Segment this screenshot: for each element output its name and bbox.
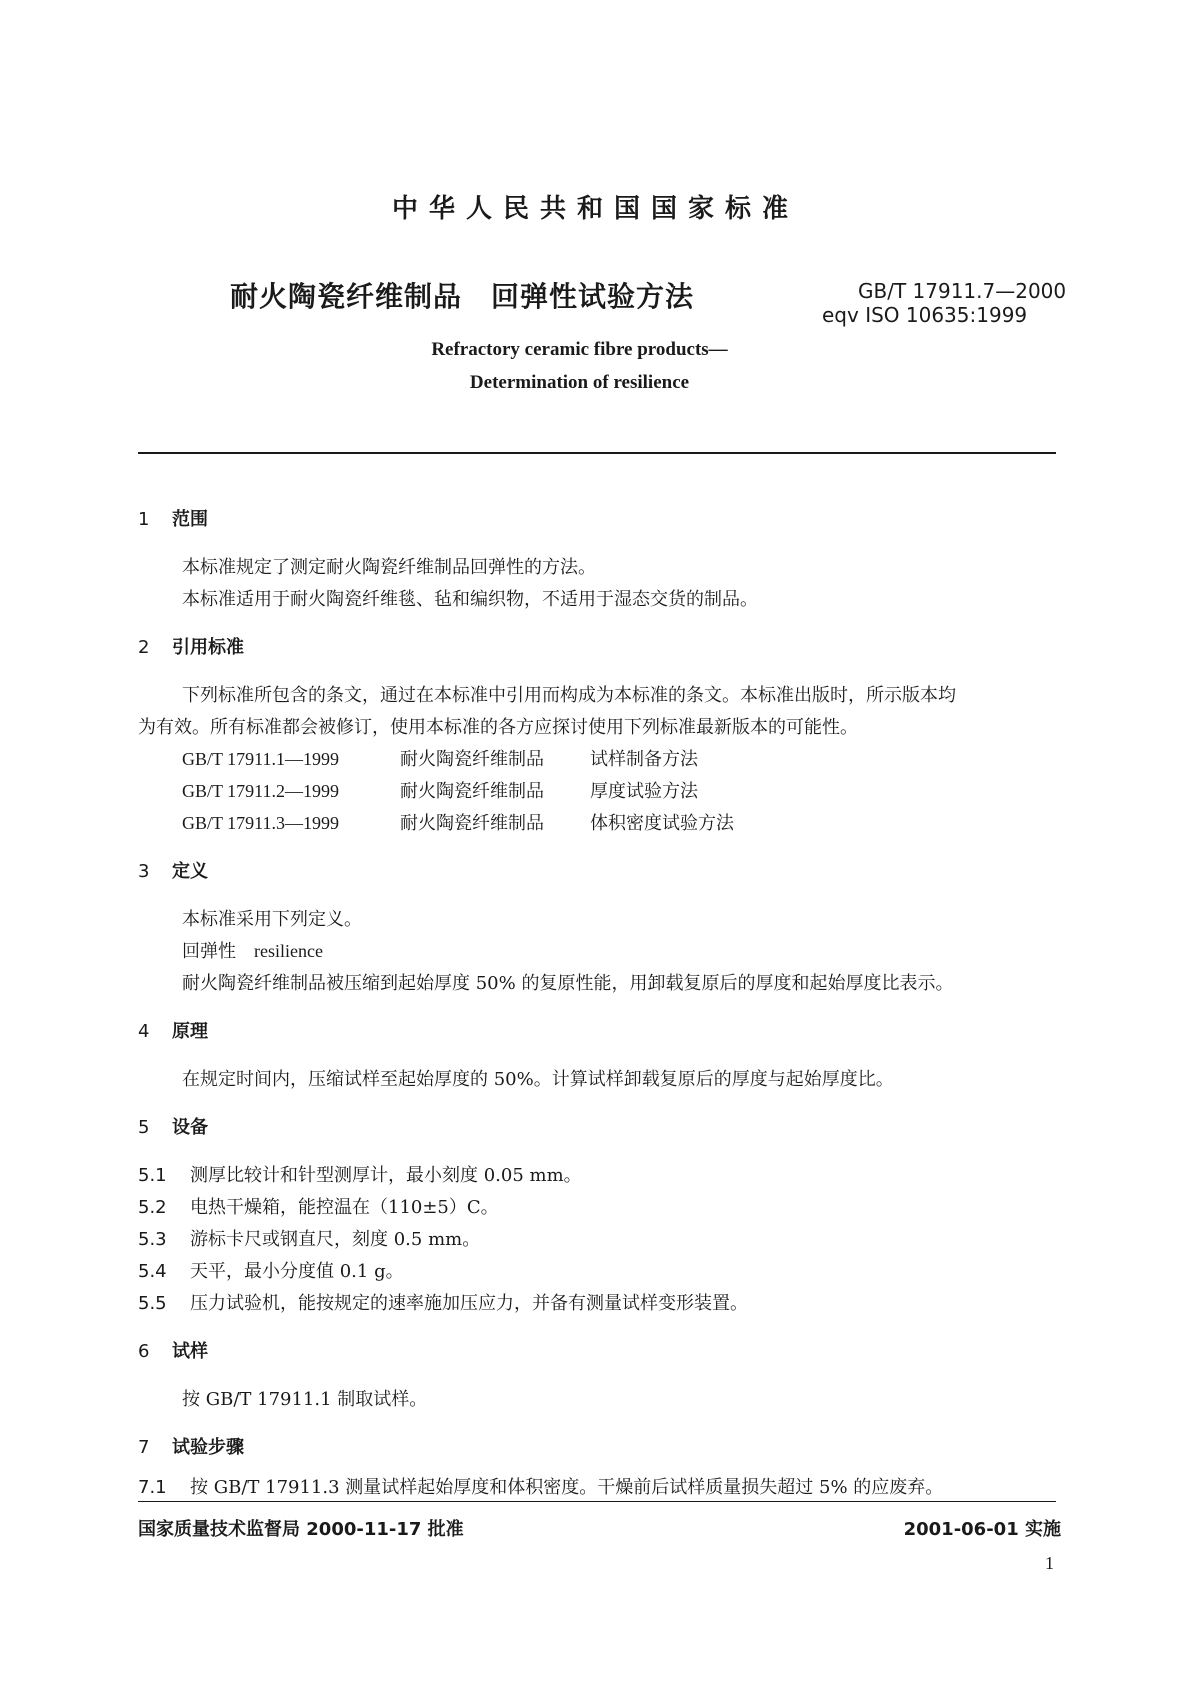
section-number: 4: [138, 1021, 150, 1042]
item-text: 压力试验机，能按规定的速率施加压应力，并备有测量试样变形装置。: [190, 1293, 748, 1314]
section-title: 设备: [172, 1117, 208, 1138]
reference-product: 耐火陶瓷纤维制品: [400, 781, 544, 802]
section-4-para-1: 在规定时间内，压缩试样至起始厚度的 50%。计算试样卸载复原后的厚度与起始厚度比。: [182, 1069, 894, 1090]
reference-row: [182, 777, 698, 803]
document-title-zh: 耐火陶瓷纤维制品 回弹性试验方法: [230, 280, 695, 313]
implementation-date: 2001-06-01 实施: [903, 1519, 1061, 1540]
definition-term: [182, 937, 323, 963]
reference-method: 体积密度试验方法: [590, 813, 734, 834]
equipment-item: [138, 1257, 404, 1283]
iso-equivalence: eqv ISO 10635:1999: [822, 303, 1028, 327]
section-1-heading: [138, 505, 208, 531]
item-number: 5.5: [138, 1293, 167, 1314]
section-4-heading: [138, 1017, 208, 1043]
item-text: 电热干燥箱，能控温在（110±5）C。: [190, 1197, 499, 1218]
item-number: 5.4: [138, 1261, 167, 1282]
reference-product: 耐火陶瓷纤维制品: [400, 813, 544, 834]
item-number: 5.1: [138, 1165, 167, 1186]
section-number: 7: [138, 1437, 150, 1458]
item-text: 按 GB/T 17911.3 测量试样起始厚度和体积密度。干燥前后试样质量损失超过 5% 的应废弃。: [190, 1477, 944, 1498]
standard-code: GB/T 17911.7—2000: [858, 279, 1067, 303]
section-title: 试样: [172, 1341, 208, 1362]
item-text: 游标卡尺或钢直尺，刻度 0.5 mm。: [190, 1229, 481, 1250]
section-number: 1: [138, 509, 150, 530]
footer-divider: [138, 1501, 1056, 1502]
approval-info: 国家质量技术监督局 2000-11-17 批准: [138, 1519, 464, 1540]
section-2-para-line-1: 下列标准所包含的条文，通过在本标准中引用而构成为本标准的条文。本标准出版时，所示版本均: [182, 685, 956, 706]
section-3-para-1: 本标准采用下列定义。: [182, 909, 362, 930]
section-title: 范围: [172, 509, 208, 530]
section-6-heading: [138, 1337, 208, 1363]
page-number: 1: [1045, 1553, 1054, 1573]
section-5-heading: [138, 1113, 208, 1139]
reference-product: 耐火陶瓷纤维制品: [400, 749, 544, 770]
header-divider: [138, 452, 1056, 454]
reference-standard: GB/T 17911.2—1999: [182, 781, 340, 801]
section-7-heading: [138, 1433, 244, 1459]
term-zh: 回弹性: [182, 941, 236, 962]
section-title: 试验步骤: [172, 1437, 244, 1458]
reference-standard: GB/T 17911.1—1999: [182, 749, 340, 769]
section-1-para-1: 本标准规定了测定耐火陶瓷纤维制品回弹性的方法。: [182, 557, 596, 578]
national-standard-heading: 中华人民共和国国家标准: [391, 194, 799, 224]
section-title: 原理: [172, 1021, 208, 1042]
reference-row: [182, 745, 698, 771]
document-title-en-line1: Refractory ceramic fibre products—: [431, 339, 728, 360]
document-title-en-line2: Determination of resilience: [469, 372, 690, 393]
reference-standard: GB/T 17911.3—1999: [182, 813, 340, 833]
item-number: 7.1: [138, 1477, 167, 1498]
section-2-heading: [138, 633, 244, 659]
reference-method: 厚度试验方法: [590, 781, 698, 802]
section-title: 定义: [172, 861, 208, 882]
section-1-para-2: 本标准适用于耐火陶瓷纤维毯、毡和编织物，不适用于湿态交货的制品。: [182, 589, 758, 610]
item-text: 测厚比较计和针型测厚计，最小刻度 0.05 mm。: [190, 1165, 582, 1186]
section-number: 3: [138, 861, 150, 882]
section-title: 引用标准: [172, 637, 244, 658]
equipment-item: [138, 1193, 499, 1219]
equipment-item: [138, 1289, 748, 1315]
section-number: 6: [138, 1341, 150, 1362]
section-6-para-1: 按 GB/T 17911.1 制取试样。: [182, 1389, 428, 1410]
section-2-para-line-2: 为有效。所有标准都会被修订，使用本标准的各方应探讨使用下列标准最新版本的可能性。: [138, 717, 858, 738]
item-number: 5.2: [138, 1197, 167, 1218]
reference-row: [182, 809, 734, 835]
reference-method: 试样制备方法: [590, 749, 698, 770]
term-en: resilience: [254, 941, 323, 961]
equipment-item: [138, 1225, 480, 1251]
procedure-item: [138, 1473, 943, 1499]
item-number: 5.3: [138, 1229, 167, 1250]
section-number: 5: [138, 1117, 150, 1138]
section-3-para-2: 耐火陶瓷纤维制品被压缩到起始厚度 50% 的复原性能，用卸载复原后的厚度和起始厚度比表示。: [182, 973, 954, 994]
item-text: 天平，最小分度值 0.1 g。: [190, 1261, 404, 1282]
equipment-item: [138, 1161, 582, 1187]
section-3-heading: [138, 857, 208, 883]
section-number: 2: [138, 637, 150, 658]
